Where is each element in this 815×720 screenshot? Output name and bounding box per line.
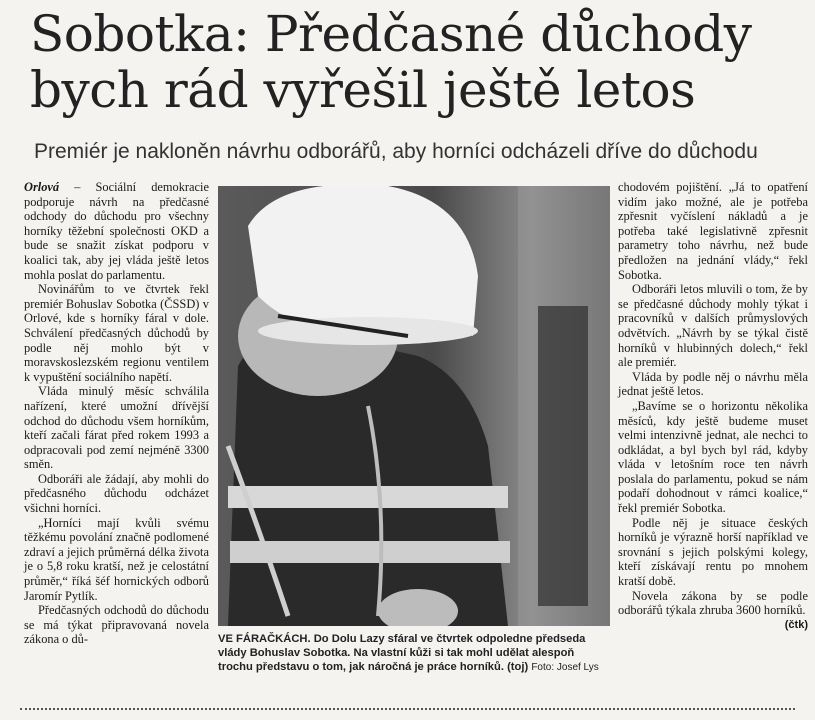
photo-caption: [218, 632, 610, 675]
agency-signature: (čtk): [784, 618, 808, 631]
lead-text: – Sociální demokracie podporuje návrh na předčasné odchody do důchodu pro všechny horníky těžební společnosti OKD a bude se snažit získat podporu v koalici tak, aby jej vláda ještě letos mohla poslat do parlamentu.: [24, 180, 209, 282]
paragraph: chodovém pojištění. „Já to opatření vidím jako možné, ale je potřeba zpřesnit vyčíslení nákladů a je potřeba také legislativně zpřesnit parametry toho návrhu, než bude předložen na jednání vlády,“ řekl Sobotka.: [618, 180, 808, 282]
paragraph: Podle něj je situace českých horníků je výrazně horší například ve srovnání s jejich polskými kolegy, kteří získávají rentu po mnohem kratší době.: [618, 515, 808, 589]
article-column-1: [24, 180, 209, 647]
paragraph: „Bavíme se o horizontu několika měsíců, kdy ještě budeme muset velmi intenzivně jednat, ale nechci to odkládat, a byl bych byl rád, kdyby vláda v letošním roce ten návrh poslala do parlamentu, pokud se nám podaří dohodnout v rámci koalice,“ řekl premiér Sobotka.: [618, 398, 808, 516]
subtitle: Premiér je nakloněn návrhu odborářů, aby horníci odcházeli dříve do důchodu: [34, 140, 758, 163]
miner-photo-illustration: [218, 186, 610, 626]
paragraph: Odboráři ale žádají, aby mohli do předčasného důchodu odcházet všichni horníci.: [24, 471, 209, 516]
paragraph: Předčasných odchodů do důchodu se má týkat připravovaná novela zákona o dů-: [24, 603, 209, 647]
caption-text: VE FÁRAČKÁCH. Do Dolu Lazy sfáral ve čtvrtek odpoledne předseda vlády Bohuslav Sobotka. Na vlastní kůži si tak mohl udělat alespoň trochu představu o tom, jak náročná je práce horníků. (toj): [218, 633, 586, 673]
paragraph: Vláda minulý měsíc schválila nařízení, které umožní dřívější odchod do důchodu všem horníkům, kteří začali fárat před rokem 1993 a odpracovali pod zemí nejméně 3300 směn.: [24, 384, 209, 472]
article-column-3: [618, 180, 808, 632]
photo-credit: Foto: Josef Lys: [531, 662, 599, 673]
lead-paragraph: [24, 180, 209, 282]
news-photo: [218, 186, 610, 626]
headline: [30, 6, 800, 118]
paragraph: Novinářům to ve čtvrtek řekl premiér Bohuslav Sobotka (ČSSD) v Orlové, kde s horníky fáral v dole. Schválení předčasných důchodů by podle něj mohlo být v moravskoslezském regionu ventilem k vypuštění sociálního napětí.: [24, 282, 209, 384]
bottom-divider: [20, 708, 795, 712]
last-paragraph: [618, 588, 808, 631]
headline-line-2: bych rád vyřešil ještě letos: [30, 61, 696, 119]
paragraph: „Horníci mají kvůli svému těžkému povolání značně podlomené zdraví a jejich průměrná délka života je o 5,8 roku kratší, než je celostátní průměr,“ říká šéf hornických odborů Jaromír Pytlík.: [24, 515, 209, 603]
paragraph: Vláda by podle něj o návrhu měla jednat ještě letos.: [618, 369, 808, 399]
paragraph-text: Novela zákona by se podle odborářů týkala zhruba 3600 horníků.: [618, 588, 808, 618]
headline-line-1: Sobotka: Předčasné důchody: [30, 5, 752, 63]
paragraph: Odboráři letos mluvili o tom, že by se předčasné důchody mohly týkat i pracovníků v dalších průmyslových odvětvích. „Návrh by se týkal čistě horníků v hlubinných dolech,“ řekl ale premiér.: [618, 282, 808, 370]
dateline: Orlová: [24, 180, 60, 194]
